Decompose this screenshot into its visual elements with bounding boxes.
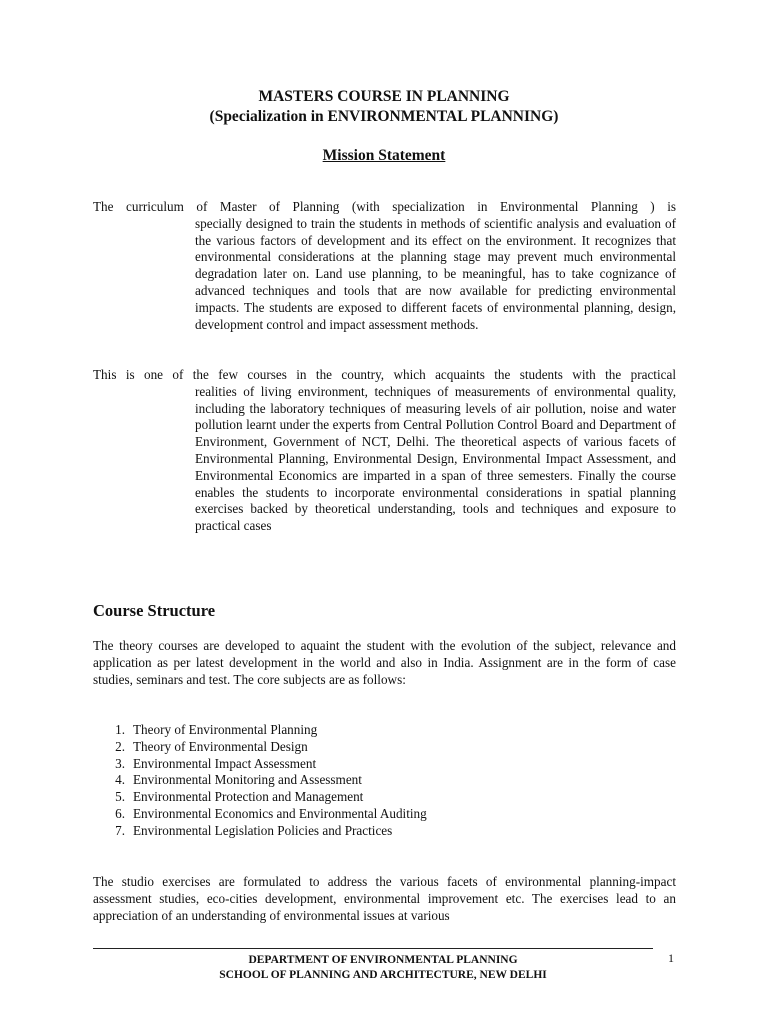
- mission-heading: Mission Statement: [322, 147, 446, 164]
- list-item-text: Environmental Monitoring and Assessment: [133, 772, 362, 788]
- page-number: 1: [668, 951, 674, 965]
- list-item-text: Theory of Environmental Planning: [133, 722, 318, 737]
- paragraph-body: specially designed to train the students in methods of scientific analysis and evaluation of the various factors of development and its effect on the environment. It recognizes that environmental considerations at the planning stage may prevent much environmental degradation later on. Land use planning, to be meaningful, has to take cognizance of advanced techniques and tools that are now available for predicting environmental impacts. The students are exposed to different facets of environmental planning, design, development control and impact assessment methods.: [195, 215, 676, 332]
- list-item-text: Environmental Impact Assessment: [133, 755, 317, 771]
- list-item-number: 4.: [115, 772, 125, 788]
- list-item: [100, 756, 600, 773]
- title-line-1: MASTERS COURSE IN PLANNING: [258, 88, 510, 105]
- title-line-2: (Specialization in ENVIRONMENTAL PLANNING): [209, 108, 559, 125]
- mission-paragraph-1: [93, 199, 676, 333]
- list-item-text: Environmental Economics and Environmental Auditing: [133, 805, 427, 821]
- list-item-number: 6.: [115, 805, 125, 821]
- list-item-text: Environmental Legislation Policies and Practices: [133, 822, 393, 838]
- paragraph-first-line: This is one of the few courses in the country, which acquaints the students with the practical: [93, 367, 676, 382]
- list-item-text: Theory of Environmental Design: [133, 738, 308, 754]
- footer: [93, 953, 673, 983]
- paragraph-body: realities of living environment, techniques of measurements of environmental quality, including the laboratory techniques of measuring levels of air pollution, noise and water pollution learnt under the experts from Central Pollution Control Board and Department of Environment, Government of NCT, Delhi. The theoretical aspects of various facets of Environmental Planning, Environmental Design, Environmental Impact Assessment, and Environmental Economics are imparted in a span of three semesters. Finally the course enables the students to incorporate environmental considerations in spatial planning exercises backed by theoretical understanding, tools and techniques and exposure to practical cases: [195, 383, 676, 534]
- list-item-number: 1.: [115, 722, 125, 737]
- course-structure-intro: The theory courses are developed to aquaint the student with the evolution of the subject, relevance and application as per latest development in the world and also in India. Assignment are in the form of case studies, seminars and test. The core subjects are as follows:: [93, 638, 676, 687]
- list-item-number: 3.: [115, 755, 125, 771]
- studio-paragraph: The studio exercises are formulated to address the various facets of environmental planning-impact assessment studies, eco-cities development, environmental improvement etc. The exercises lead to an appreciation of an understanding of environmental issues at various: [93, 874, 676, 923]
- paragraph-first-line: The curriculum of Master of Planning (with specialization in Environmental Planning ) is: [93, 199, 676, 214]
- list-item: [100, 806, 600, 823]
- list-item: [100, 739, 600, 756]
- mission-paragraph-2: [93, 367, 676, 535]
- footer-school: SCHOOL OF PLANNING AND ARCHITECTURE, NEW DELHI: [219, 969, 547, 981]
- list-item-text: Environmental Protection and Management: [133, 789, 364, 805]
- list-item: [100, 823, 600, 840]
- list-item-number: 7.: [115, 822, 125, 838]
- list-item: [100, 722, 600, 739]
- list-item: [100, 772, 600, 789]
- course-structure-heading: Course Structure: [93, 601, 216, 620]
- core-subjects-list: [100, 722, 600, 840]
- footer-department: DEPARTMENT OF ENVIRONMENTAL PLANNING: [248, 954, 518, 966]
- list-item-number: 2.: [115, 738, 125, 754]
- footer-divider: [93, 948, 653, 949]
- document-title: [0, 87, 768, 127]
- list-item-number: 5.: [115, 789, 125, 805]
- list-item: [100, 789, 600, 806]
